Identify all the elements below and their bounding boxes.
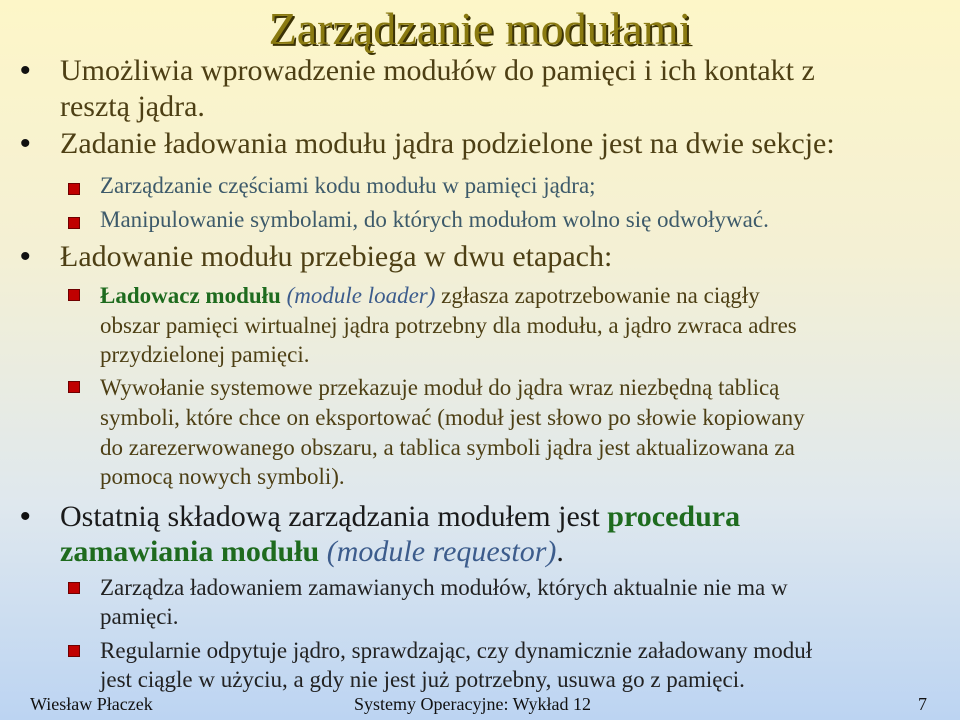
english-term: (module loader) [286, 283, 436, 308]
bullet-dot-icon: • [20, 240, 31, 273]
text-segment: Zarządza ładowaniem zamawianych modułów, których aktualnie nie ma w [100, 575, 788, 600]
highlight-text: Ładowacz modułu [100, 283, 281, 308]
text-segment: Manipulowanie symbolami, do których modułom wolno się odwoływać. [100, 207, 769, 232]
text-segment: Umożliwia wprowadzenie modułów do pamięci i ich kontakt z [60, 54, 815, 87]
sub-text [100, 604, 179, 630]
footer-page-number: 7 [918, 694, 927, 714]
text-segment: Zadanie ładowania modułu jądra podzielone jest na dwie sekcje: [60, 127, 835, 160]
text-segment: Regularnie odpytuje jądro, sprawdzając, czy dynamicznie załadowany moduł [100, 638, 813, 663]
bullet-text [60, 127, 835, 161]
square-bullet-icon [68, 217, 80, 229]
sub-text [100, 405, 805, 431]
square-bullet-icon [68, 582, 80, 594]
highlight-text: procedura [607, 500, 741, 533]
text-segment: pamięci. [100, 604, 179, 629]
text-segment: Zarządzanie częściami kodu modułu w pamięci jądra; [100, 173, 596, 198]
bullet-text [60, 90, 205, 124]
square-bullet-icon [68, 289, 80, 301]
text-segment: symboli, które chce on eksportować (moduł jest słowo po słowie kopiowany [100, 405, 805, 430]
text-segment: zgłasza zapotrzebowanie na ciągły [435, 283, 760, 308]
sub-text [100, 435, 795, 461]
text-segment: resztą jądra. [60, 90, 205, 123]
bullet-dot-icon: • [20, 500, 31, 533]
text-segment: . [556, 535, 564, 568]
sub-text [100, 173, 596, 199]
highlight-text: zamawiania modułu [60, 535, 320, 568]
sub-text [100, 667, 745, 693]
sub-text [100, 207, 769, 233]
text-segment: do zarezerwowanego obszaru, a tablica symboli jądra jest aktualizowana za [100, 435, 795, 460]
sub-text [100, 342, 309, 368]
bullet-text [60, 535, 564, 569]
sub-text [100, 638, 812, 664]
text-segment: przydzielonej pamięci. [100, 342, 310, 367]
text-segment: obszar pamięci wirtualnej jądra potrzebny dla modułu, a jądro zwraca adres [100, 313, 797, 338]
text-segment [319, 535, 327, 568]
bullet-dot-icon: • [20, 54, 31, 87]
square-bullet-icon [68, 645, 80, 657]
text-segment: pomocą nowych symboli). [100, 464, 345, 489]
slide-title: Zarządzanie modułami [268, 3, 692, 54]
square-bullet-icon [68, 381, 80, 393]
bullet-dot-icon: • [20, 127, 31, 160]
english-term: (module requestor) [326, 535, 557, 568]
sub-text [100, 375, 779, 401]
text-segment: jest ciągle w użyciu, a gdy nie jest już potrzebny, usuwa go z pamięci. [100, 667, 745, 692]
sub-text [100, 283, 760, 309]
bullet-text [60, 240, 612, 274]
footer-course: Systemy Operacyjne: Wykład 12 [354, 694, 592, 714]
bullet-text [60, 500, 740, 534]
text-segment: Ładowanie modułu przebiega w dwu etapach: [60, 240, 613, 273]
sub-text [100, 575, 788, 601]
text-segment: Wywołanie systemowe przekazuje moduł do jądra wraz niezbędną tablicą [100, 375, 780, 400]
sub-text [100, 313, 797, 339]
text-segment: Ostatnią składową zarządzania modułem jest [60, 500, 608, 533]
sub-text [100, 464, 345, 490]
bullet-text [60, 54, 815, 88]
footer-author: Wiesław Płaczek [30, 694, 153, 714]
square-bullet-icon [68, 183, 80, 195]
